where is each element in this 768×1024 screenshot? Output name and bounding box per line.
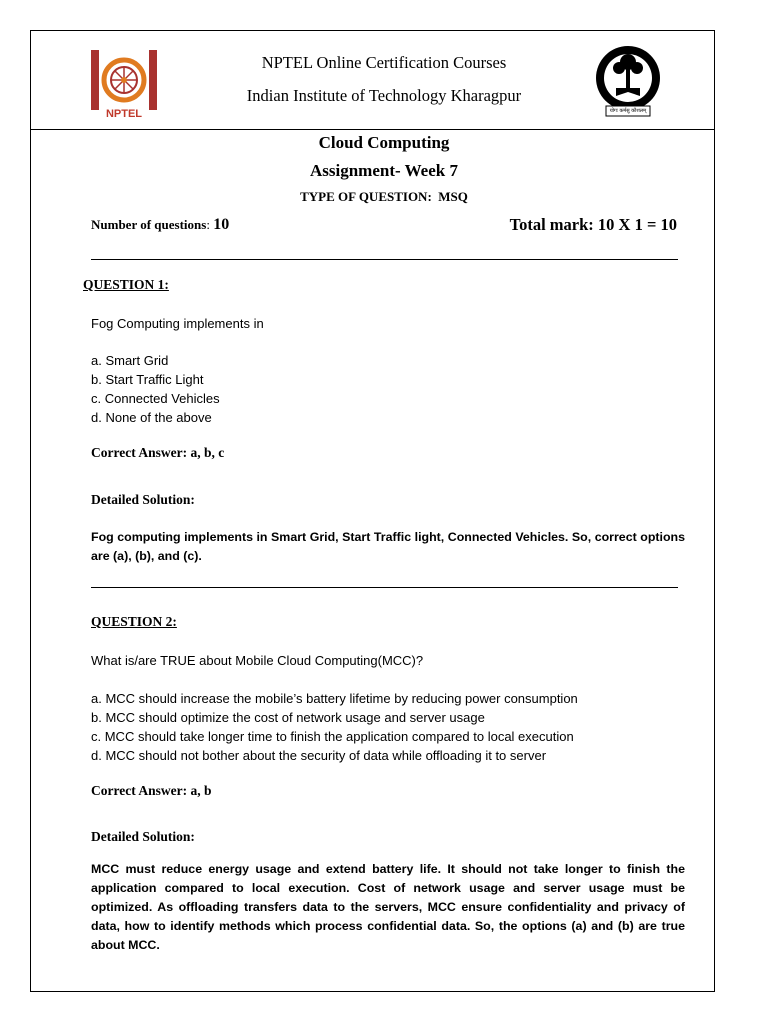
question-1-heading: QUESTION 1: xyxy=(83,277,169,292)
number-of-questions-label: Number of questions xyxy=(91,217,207,232)
question-2-option-a: a. MCC should increase the mobile’s battery lifetime by reducing power consumption xyxy=(91,691,578,706)
question-2-solution: MCC must reduce energy usage and extend battery life. It should not take longer to finish the application compared to local execution. Cost of network usage and server usage must be optimized. As offloading transfers data to the servers, MCC ensure confidentiality and privacy of data, how to identify methods which process confidential data. So, the options (a) and (b) are true about MCC. xyxy=(91,862,685,952)
nptel-logo-text: NPTEL xyxy=(105,108,143,120)
header-line-2: Indian Institute of Technology Kharagpur xyxy=(246,86,522,105)
question-1-option-a: a. Smart Grid xyxy=(91,353,169,368)
course-title: Cloud Computing xyxy=(318,133,450,152)
question-2-option-d: d. MCC should not bother about the security of data while offloading it to server xyxy=(91,748,547,763)
question-1-option-d: d. None of the above xyxy=(91,410,212,425)
question-1-solution: Fog computing implements in Smart Grid, Start Traffic light, Connected Vehicles. So, correct options are (a), (b), and (c). xyxy=(91,530,685,563)
total-mark: Total mark: 10 X 1 = 10 xyxy=(509,215,677,234)
question-2-answer: Correct Answer: a, b xyxy=(91,783,212,798)
header-line-1: NPTEL Online Certification Courses xyxy=(261,53,507,72)
number-of-questions-separator: : xyxy=(206,217,210,232)
question-2-solution-label: Detailed Solution: xyxy=(91,829,195,844)
number-of-questions xyxy=(91,216,229,234)
number-of-questions-value: 10 xyxy=(213,216,230,233)
question-2-heading: QUESTION 2: xyxy=(91,614,177,629)
question-1-text: Fog Computing implements in xyxy=(91,316,264,331)
iit-kharagpur-motto: योगः कर्मसु कौशलम् xyxy=(609,108,647,114)
question-1-solution-label: Detailed Solution: xyxy=(91,492,195,507)
iit-kharagpur-logo xyxy=(592,44,664,122)
question-type: TYPE OF QUESTION: MSQ xyxy=(300,189,468,204)
assignment-title: Assignment- Week 7 xyxy=(310,161,458,180)
question-2-text: What is/are TRUE about Mobile Cloud Computing(MCC)? xyxy=(91,653,424,668)
question-1-divider xyxy=(91,587,678,588)
question-2-option-b: b. MCC should optimize the cost of network usage and server usage xyxy=(91,710,485,725)
question-2-option-c: c. MCC should take longer time to finish the application compared to local execution xyxy=(91,729,574,744)
question-1-option-c: c. Connected Vehicles xyxy=(91,391,220,406)
question-1-answer: Correct Answer: a, b, c xyxy=(91,445,225,460)
question-1-option-b: b. Start Traffic Light xyxy=(91,372,204,387)
meta-divider xyxy=(91,259,678,260)
header-rule xyxy=(30,129,715,130)
